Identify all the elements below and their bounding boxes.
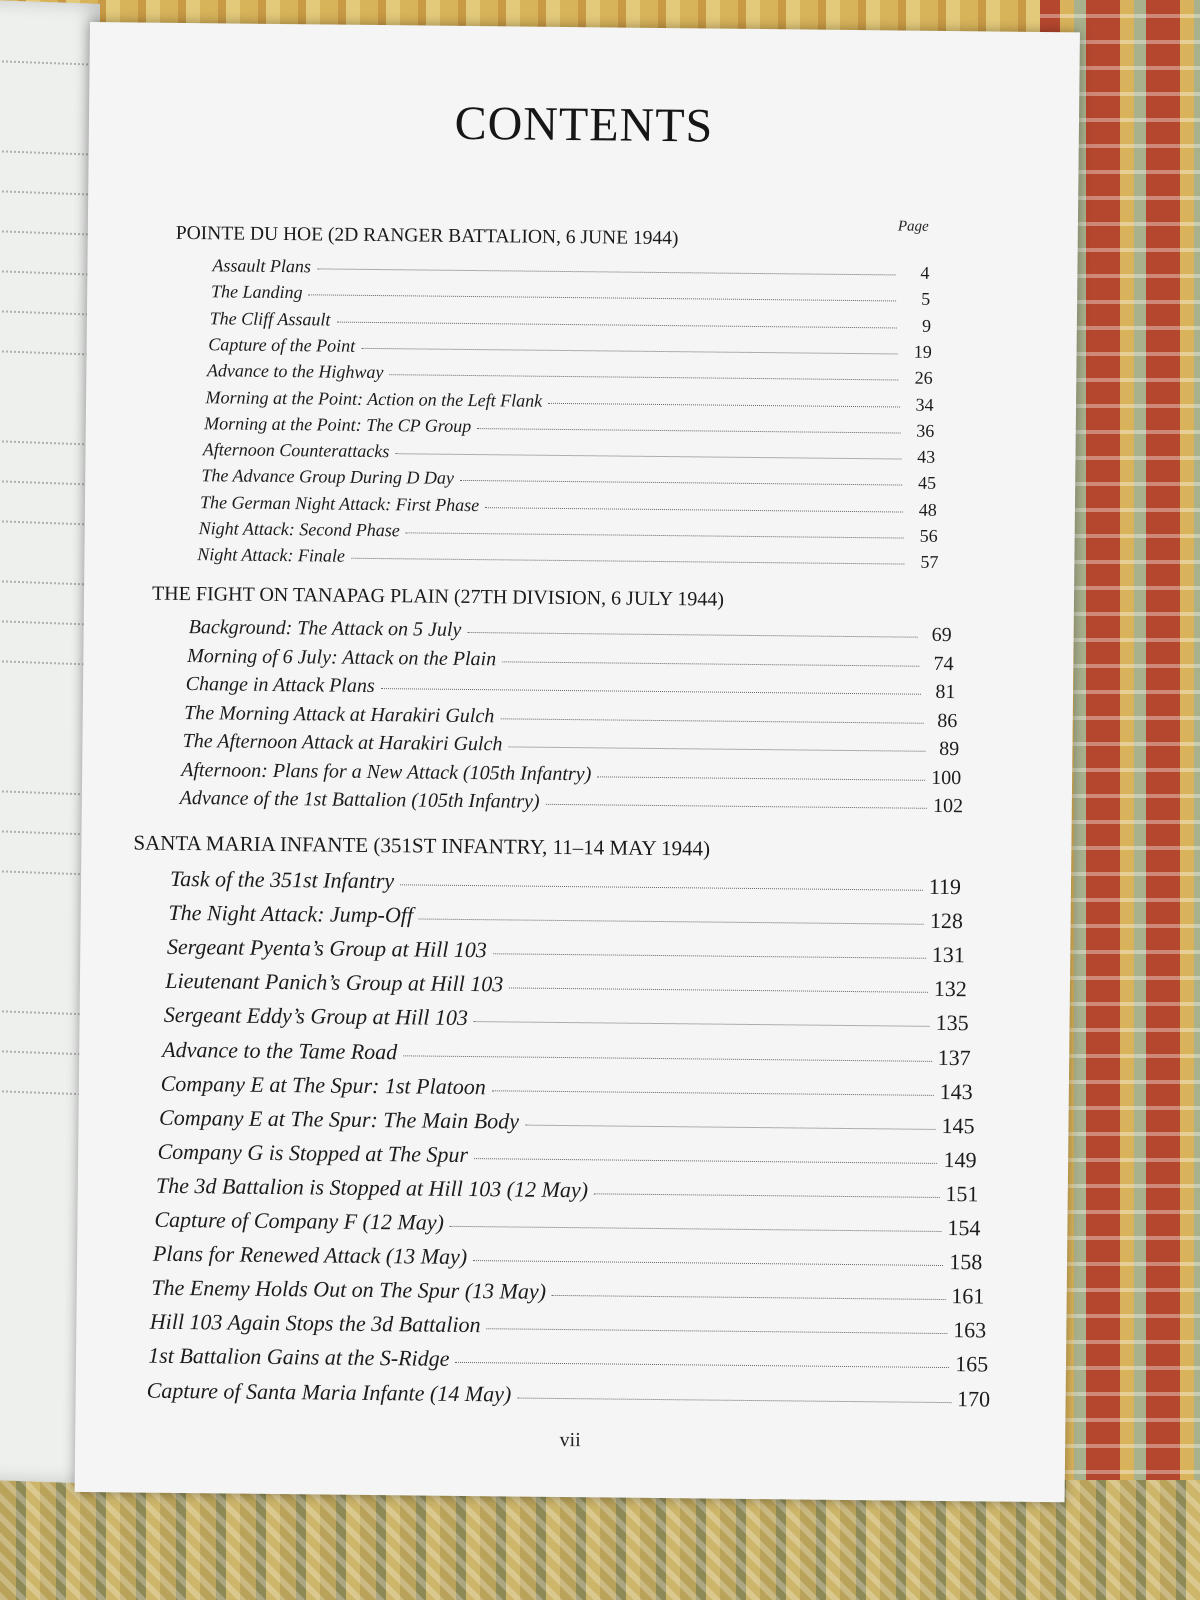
toc-entry-title: Company G is Stopped at The Spur [157, 1138, 469, 1167]
toc-entry [181, 758, 961, 789]
dot-leader [492, 1090, 934, 1096]
toc-entry-title: The Advance Group During D Day [201, 465, 455, 489]
section-heading: THE FIGHT ON TANAPAG PLAIN (27TH DIVISION, 6 JULY 1944) [151, 582, 725, 611]
dot-leader [400, 884, 923, 890]
toc-entry [167, 934, 965, 968]
toc-entry-page: 163 [953, 1317, 987, 1343]
toc-entry [150, 1309, 987, 1344]
dot-leader [517, 1397, 951, 1403]
toc-entry-page: 48 [918, 499, 937, 520]
toc-entry [186, 673, 956, 704]
toc-entry [180, 787, 964, 818]
dot-leader [460, 480, 902, 486]
dot-leader [406, 532, 904, 538]
toc-entry [183, 730, 960, 761]
contents-page [75, 22, 1080, 1502]
toc-entry [204, 413, 934, 442]
toc-entry [184, 702, 957, 733]
toc-entry [154, 1207, 980, 1242]
toc-entry-title: Advance of the 1st Battalion (105th Infantry) [179, 786, 540, 813]
toc-entry-page: 9 [921, 315, 932, 336]
toc-entry-page: 89 [939, 737, 960, 761]
toc-entry-page: 19 [913, 341, 932, 362]
toc-entry-title: The Cliff Assault [209, 307, 331, 330]
toc-entry [205, 387, 933, 416]
dot-leader [525, 1124, 936, 1129]
dot-leader [450, 1226, 942, 1232]
toc-entry-page: 102 [932, 794, 964, 818]
dot-leader [485, 507, 903, 512]
toc-entry-page: 81 [935, 680, 956, 704]
dot-leader [548, 402, 899, 407]
toc-entry-title: The Landing [210, 281, 303, 303]
dot-leader [381, 688, 922, 695]
dot-leader [351, 558, 905, 565]
toc-entry-title: Advance to the Tame Road [162, 1036, 398, 1064]
dot-leader [594, 1193, 939, 1198]
toc-entry [211, 282, 930, 311]
dot-leader [473, 1260, 943, 1266]
toc-entry [147, 1377, 991, 1412]
dot-leader [336, 321, 897, 328]
toc-entry-page: 119 [928, 873, 962, 900]
toc-entry [153, 1241, 983, 1276]
dot-leader [474, 1158, 938, 1164]
toc-entry-page: 100 [931, 766, 962, 789]
toc-entry [162, 1036, 971, 1070]
dot-leader [467, 632, 917, 638]
toc-entry [207, 360, 933, 389]
dot-leader [419, 919, 924, 925]
toc-entry-title: Morning at the Point: The CP Group [204, 413, 472, 436]
toc-entry-page: 43 [917, 446, 936, 467]
toc-entry-page: 26 [914, 367, 933, 389]
toc-entry [159, 1104, 975, 1139]
toc-entry-page: 86 [937, 709, 958, 732]
toc-entry-title: Afternoon Counterattacks [202, 439, 390, 462]
toc-entry-title: Capture of the Point [208, 334, 356, 356]
toc-entry-title: The 3d Battalion is Stopped at Hill 103 (12 May) [155, 1172, 589, 1203]
toc-entry [170, 866, 961, 900]
dot-leader [508, 746, 925, 751]
toc-entry-page: 56 [919, 525, 938, 546]
toc-entry [197, 544, 938, 573]
toc-entry-page: 69 [931, 623, 952, 647]
toc-entry-title: Company E at The Spur: The Main Body [159, 1104, 520, 1134]
dot-leader [309, 295, 897, 302]
toc-entry-title: Background: The Attack on 5 July [188, 616, 462, 641]
toc-entry-page: 74 [933, 652, 954, 675]
toc-entry-title: Company E at The Spur: 1st Platoon [160, 1070, 486, 1099]
toc-entry-page: 154 [947, 1215, 981, 1241]
dot-leader [487, 1329, 948, 1335]
toc-entry-title: Advance to the Highway [206, 360, 384, 383]
toc-entry [187, 645, 954, 676]
toc-entry-title: Change in Attack Plans [185, 673, 375, 698]
toc-entry [151, 1275, 984, 1310]
page-column-label: Page [897, 218, 929, 235]
dot-leader [455, 1362, 949, 1368]
section-heading: SANTA MARIA INFANTE (351ST INFANTRY, 11–14 MAY 1944) [133, 830, 711, 861]
dot-leader [317, 268, 895, 275]
dot-leader [500, 718, 923, 723]
dot-leader [493, 953, 926, 959]
toc-entry [199, 518, 938, 547]
toc-entry-title: Capture of Santa Maria Infante (14 May) [146, 1377, 512, 1406]
toc-entry [148, 1343, 988, 1378]
dot-leader [477, 428, 900, 433]
toc-entry-title: Plans for Renewed Attack (13 May) [152, 1240, 468, 1270]
dot-leader [395, 453, 901, 459]
toc-entry-page: 158 [949, 1249, 983, 1275]
toc-entry-title: Lieutenant Panich’s Group at Hill 103 [165, 968, 504, 997]
dot-leader [502, 661, 919, 666]
dot-leader [361, 348, 898, 355]
page-number: vii [559, 1428, 581, 1452]
toc-entry-page: 143 [939, 1078, 973, 1104]
toc-entry-title: The Night Attack: Jump-Off [168, 899, 414, 928]
toc-entry-page: 170 [957, 1385, 991, 1412]
toc-entry-page: 4 [920, 262, 930, 283]
toc-entry [201, 466, 936, 495]
toc-entry [156, 1173, 979, 1208]
section-heading: POINTE DU HOE (2D RANGER BATTALION, 6 JUNE 1944) [175, 222, 679, 250]
toc-entry [212, 255, 929, 284]
toc-entry-title: 1st Battalion Gains at the S-Ridge [148, 1343, 450, 1372]
toc-entry-title: Night Attack: Second Phase [198, 518, 400, 541]
toc-entry [164, 1002, 969, 1036]
toc-entry-title: Task of the 351st Infantry [169, 865, 395, 894]
toc-entry-page: 131 [931, 942, 966, 968]
toc-entry [165, 968, 967, 1002]
toc-entry-title: The Enemy Holds Out on The Spur (13 May) [151, 1274, 547, 1305]
toc-entry-title: Morning at the Point: Action on the Left Flank [205, 386, 543, 411]
toc-entry-page: 151 [945, 1180, 979, 1207]
toc-entry-page: 57 [920, 552, 939, 573]
toc-entry-title: Sergeant Pyenta’s Group at Hill 103 [166, 934, 488, 963]
toc-entry-page: 132 [933, 976, 967, 1002]
toc-entry-page: 34 [915, 394, 934, 415]
toc-entry-title: Hill 103 Again Stops the 3d Battalion [149, 1308, 481, 1338]
dot-leader [403, 1055, 931, 1062]
toc-entry-title: Night Attack: Finale [197, 544, 346, 566]
toc-entry-title: The Morning Attack at Harakiri Gulch [184, 701, 495, 727]
dot-leader [546, 804, 927, 809]
toc-entry-page: 165 [955, 1351, 989, 1377]
toc-entry-page: 45 [917, 473, 937, 494]
dot-leader [474, 1021, 930, 1027]
toc-entry-page: 137 [937, 1044, 971, 1070]
dot-leader [597, 776, 925, 780]
toc-entry-title: Afternoon: Plans for a New Attack (105th Infantry) [181, 758, 592, 785]
toc-entry-page: 36 [916, 420, 935, 441]
toc-entry-title: Capture of Company F (12 May) [154, 1206, 445, 1235]
toc-entry-page: 161 [951, 1283, 985, 1309]
toc-entry [157, 1139, 976, 1174]
toc-entry-page: 149 [943, 1146, 977, 1173]
toc-entry-page: 5 [921, 289, 931, 310]
toc-entry-page: 145 [941, 1112, 975, 1139]
toc-entry [208, 334, 932, 363]
page-title: CONTENTS [454, 96, 714, 153]
toc-entry [203, 439, 936, 468]
toc-entry-page: 128 [929, 907, 964, 934]
toc-entry-page: 135 [935, 1010, 969, 1036]
toc-entry-title: Sergeant Eddy’s Group at Hill 103 [163, 1002, 469, 1031]
dot-leader [389, 374, 898, 380]
dot-leader [509, 988, 928, 993]
toc-entry [210, 308, 932, 337]
toc-entry [189, 616, 952, 647]
toc-entry [200, 492, 937, 521]
toc-entry-title: The German Night Attack: First Phase [199, 491, 480, 515]
dot-leader [552, 1295, 945, 1300]
toc-entry-title: Assault Plans [212, 255, 312, 277]
toc-entry [161, 1070, 973, 1105]
toc-entry-title: Morning of 6 July: Attack on the Plain [187, 644, 497, 670]
toc-entry-title: The Afternoon Attack at Harakiri Gulch [182, 730, 503, 756]
toc-entry [168, 900, 963, 934]
